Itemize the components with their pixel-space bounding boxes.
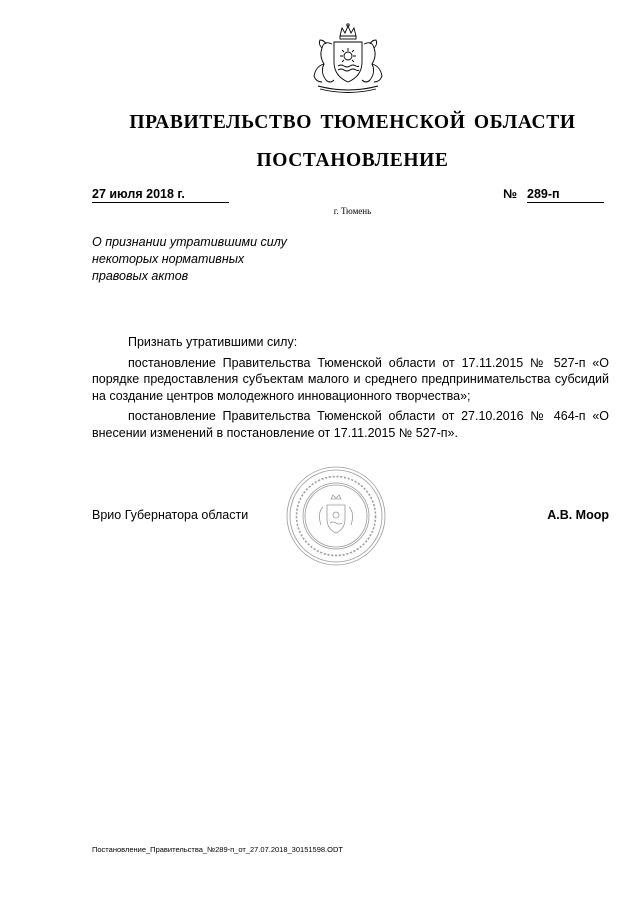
document-subject bbox=[92, 234, 332, 285]
document-date: 27 июля 2018 г. bbox=[92, 187, 229, 203]
footer-filename: Постановление_Правительства_№289-п_от_27.07.2018_30151598.ODT bbox=[92, 845, 343, 854]
tyumen-coat-of-arms-icon bbox=[304, 22, 392, 96]
document-number: 289-п bbox=[527, 187, 604, 203]
body-paragraph: Признать утратившими силу: bbox=[128, 335, 298, 349]
signatory-position: Врио Губернатора области bbox=[92, 508, 249, 522]
subject-line: некоторых нормативных bbox=[92, 252, 245, 266]
official-seal-icon bbox=[285, 465, 387, 567]
signatory-name: А.В. Моор bbox=[547, 508, 609, 522]
subject-line: О признании утратившими силу bbox=[92, 235, 287, 249]
number-label: № bbox=[503, 187, 517, 201]
government-title: ПРАВИТЕЛЬСТВО ТЮМЕНСКОЙ ОБЛАСТИ bbox=[129, 112, 576, 133]
city: г. Тюмень bbox=[333, 206, 372, 216]
document-body bbox=[92, 334, 609, 445]
document-type: ПОСТАНОВЛЕНИЕ bbox=[256, 150, 449, 171]
body-paragraph: постановление Правительства Тюменской области от 17.11.2015 № 527-п «О порядке предоставления субъектам малого и среднего предпринимательства субсидий на создание центров молодежного инновационного творчества»; bbox=[92, 355, 609, 403]
subject-line: правовых актов bbox=[92, 269, 189, 283]
body-paragraph: постановление Правительства Тюменской области от 27.10.2016 № 464-п «О внесении изменений в постановление от 17.11.2015 № 527-п». bbox=[92, 409, 609, 440]
